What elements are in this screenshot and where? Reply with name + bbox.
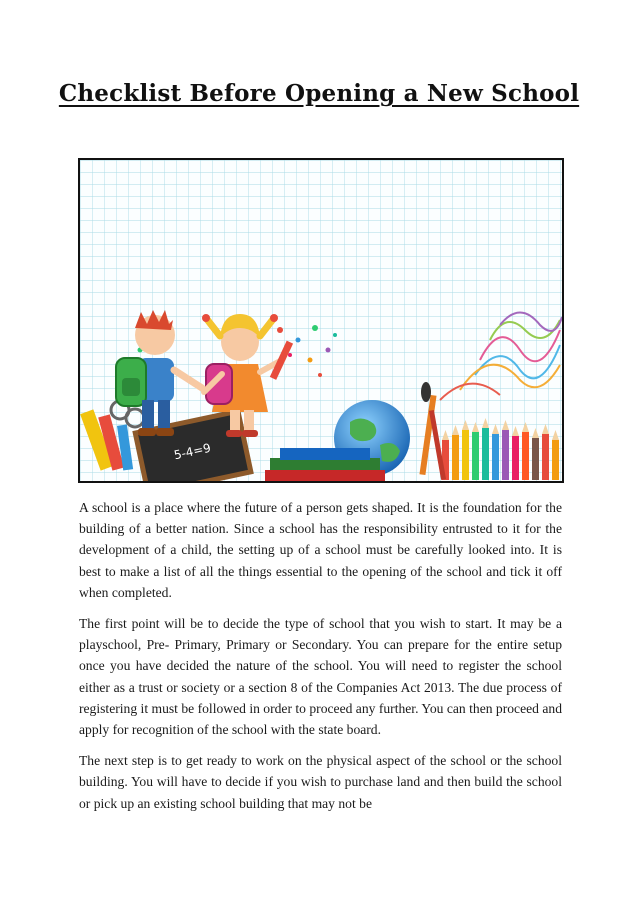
chalkboard-text: 5-4=9: [172, 440, 213, 463]
paragraph: The next step is to get ready to work on the physical aspect of the school or the school building. You will have to decide if you wish to purchase land and then build the school or pick up an existing school building that may not be: [79, 753, 562, 811]
school-children-illustration: [78, 158, 564, 483]
paragraph: A school is a place where the future of a person gets shaped. It is the foundation for the building of a better nation. Since a school has the responsibility entrusted to it for the development of a child, the setting up of a school must be carefully looked into. It is best to make a list of all the things essential to the opening of the school and tick it off when completed.: [79, 500, 562, 600]
body-text: [79, 497, 562, 824]
paragraph: The first point will be to decide the type of school that you wish to start. It may be a playschool, Pre- Primary, Primary or Secondary. You can prepare for the entire setup once you have decided the nature of the school. You will need to register the school either as a trust or society or a section 8 of the Companies Act 2013. The due process of registering it must be followed in order to proceed any further. You can then proceed and apply for recognition of the school with the state board.: [79, 616, 562, 738]
page-title: Checklist Before Opening a New School: [58, 80, 580, 107]
